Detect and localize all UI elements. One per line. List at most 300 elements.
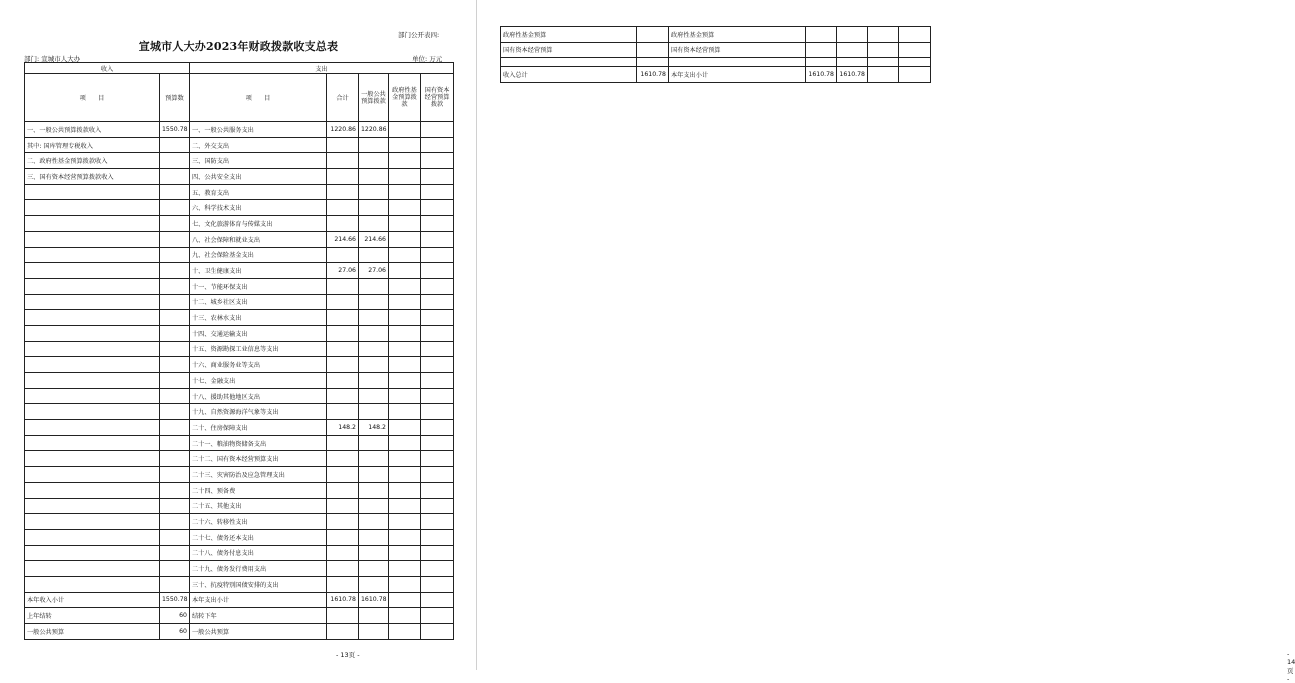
general-budget-value xyxy=(359,608,389,624)
income-item xyxy=(25,545,160,561)
expense-item: 二十二、国有资本经营预算支出 xyxy=(190,451,327,467)
budget-value xyxy=(160,498,190,514)
table-row xyxy=(25,451,454,467)
budget-value xyxy=(637,42,669,58)
expense-item: 二十六、转移性支出 xyxy=(190,514,327,530)
income-item: 国有资本经营预算 xyxy=(501,42,637,58)
income-item: 二、政府性基金预算拨款收入 xyxy=(25,153,160,169)
table-row xyxy=(25,341,454,357)
table-row xyxy=(25,357,454,373)
budget-value xyxy=(160,137,190,153)
gov-fund-value xyxy=(389,247,421,263)
gov-fund-value xyxy=(389,263,421,279)
gov-fund-value xyxy=(389,435,421,451)
budget-value: 1550.78 xyxy=(160,122,190,138)
table-row xyxy=(25,404,454,420)
header-budget: 预算数 xyxy=(160,74,190,122)
total-value xyxy=(327,294,359,310)
budget-value xyxy=(160,435,190,451)
total-value xyxy=(327,608,359,624)
total-value xyxy=(327,498,359,514)
general-budget-value xyxy=(359,545,389,561)
expense-item: 十一、节能环保支出 xyxy=(190,278,327,294)
gov-fund-value xyxy=(868,42,899,58)
table-row xyxy=(25,153,454,169)
expense-item: 五、教育支出 xyxy=(190,184,327,200)
gov-fund-value xyxy=(389,451,421,467)
budget-value xyxy=(160,545,190,561)
table-row xyxy=(25,624,454,640)
state-capital-value xyxy=(421,247,454,263)
state-capital-value xyxy=(421,435,454,451)
section-income: 收入 xyxy=(25,63,190,74)
expense-item: 四、公共安全支出 xyxy=(190,169,327,185)
income-item xyxy=(25,263,160,279)
state-capital-value xyxy=(421,169,454,185)
expense-item: 十三、农林水支出 xyxy=(190,310,327,326)
table-row xyxy=(25,216,454,232)
total-value xyxy=(327,482,359,498)
total-value xyxy=(327,169,359,185)
state-capital-value xyxy=(421,153,454,169)
total-value xyxy=(327,404,359,420)
total-value xyxy=(327,137,359,153)
header-total: 合计 xyxy=(327,74,359,122)
income-item xyxy=(25,529,160,545)
expense-item: 政府性基金预算 xyxy=(669,27,806,43)
total-value xyxy=(806,27,837,43)
expense-item: 八、社会保障和就业支出 xyxy=(190,231,327,247)
income-item xyxy=(25,388,160,404)
general-budget-value xyxy=(359,357,389,373)
budget-value xyxy=(160,576,190,592)
budget-value xyxy=(160,325,190,341)
expense-item: 二十九、债务发行费用支出 xyxy=(190,561,327,577)
gov-fund-value xyxy=(389,529,421,545)
income-item xyxy=(25,404,160,420)
total-value xyxy=(327,451,359,467)
gov-fund-value xyxy=(389,467,421,483)
general-budget-value: 1220.86 xyxy=(359,122,389,138)
gov-fund-value xyxy=(389,420,421,436)
budget-value xyxy=(160,451,190,467)
header-general-budget: 一般公共预算拨款 xyxy=(359,74,389,122)
general-budget-value xyxy=(359,184,389,200)
budget-value xyxy=(160,561,190,577)
expense-item: 二十一、粮油物资储备支出 xyxy=(190,435,327,451)
income-item: 本年收入小计 xyxy=(25,592,160,608)
state-capital-value xyxy=(421,184,454,200)
general-budget-value xyxy=(837,42,868,58)
general-budget-value xyxy=(359,247,389,263)
state-capital-value xyxy=(421,357,454,373)
general-budget-value xyxy=(359,388,389,404)
budget-value: 1610.78 xyxy=(637,67,669,83)
income-item xyxy=(25,200,160,216)
gov-fund-value xyxy=(389,624,421,640)
page-number: - 14页 - xyxy=(1287,650,1295,683)
gov-fund-value xyxy=(389,561,421,577)
total-value: 214.66 xyxy=(327,231,359,247)
general-budget-value xyxy=(359,310,389,326)
budget-value xyxy=(160,184,190,200)
general-budget-value: 1610.78 xyxy=(837,67,868,83)
budget-value xyxy=(160,247,190,263)
table-row xyxy=(25,325,454,341)
total-value xyxy=(327,576,359,592)
expense-item: 本年支出小计 xyxy=(190,592,327,608)
budget-value: 60 xyxy=(160,624,190,640)
state-capital-value xyxy=(899,27,931,43)
gov-fund-value xyxy=(868,27,899,43)
table-row xyxy=(25,169,454,185)
gov-fund-value xyxy=(389,514,421,530)
table-row xyxy=(25,514,454,530)
gov-fund-value xyxy=(389,137,421,153)
state-capital-value xyxy=(421,514,454,530)
expense-item: 一般公共预算 xyxy=(190,624,327,640)
total-value xyxy=(327,216,359,232)
total-value xyxy=(327,561,359,577)
expense-item: 十、卫生健康支出 xyxy=(190,263,327,279)
total-value xyxy=(327,247,359,263)
table-row xyxy=(25,388,454,404)
state-capital-value xyxy=(421,137,454,153)
budget-value xyxy=(160,357,190,373)
expense-item: 十八、援助其他地区支出 xyxy=(190,388,327,404)
budget-summary-table xyxy=(24,62,454,640)
income-item: 其中: 国库管理专税收入 xyxy=(25,137,160,153)
income-item xyxy=(501,58,637,67)
header-income-item: 项 目 xyxy=(25,74,160,122)
state-capital-value xyxy=(421,231,454,247)
income-item: 政府性基金预算 xyxy=(501,27,637,43)
total-value xyxy=(327,278,359,294)
table-row xyxy=(25,592,454,608)
state-capital-value xyxy=(421,498,454,514)
expense-item: 一、一般公共服务支出 xyxy=(190,122,327,138)
expense-item: 二十五、其他支出 xyxy=(190,498,327,514)
state-capital-value xyxy=(421,200,454,216)
expense-item: 七、文化旅游体育与传媒支出 xyxy=(190,216,327,232)
total-value xyxy=(327,310,359,326)
state-capital-value xyxy=(421,561,454,577)
general-budget-value xyxy=(359,153,389,169)
table-row xyxy=(25,545,454,561)
general-budget-value xyxy=(359,435,389,451)
state-capital-value xyxy=(421,451,454,467)
general-budget-value xyxy=(359,294,389,310)
expense-item: 国有资本经营预算 xyxy=(669,42,806,58)
income-item xyxy=(25,357,160,373)
budget-value xyxy=(160,514,190,530)
total-value xyxy=(806,58,837,67)
state-capital-value xyxy=(421,325,454,341)
general-budget-value xyxy=(359,529,389,545)
expense-item: 十六、商业服务业等支出 xyxy=(190,357,327,373)
total-value: 1610.78 xyxy=(327,592,359,608)
general-budget-value xyxy=(359,561,389,577)
table-row xyxy=(25,231,454,247)
budget-value xyxy=(160,388,190,404)
expense-item: 二十、住房保障支出 xyxy=(190,420,327,436)
total-value xyxy=(327,373,359,389)
budget-value xyxy=(160,341,190,357)
gov-fund-value xyxy=(389,310,421,326)
general-budget-value xyxy=(359,624,389,640)
income-item xyxy=(25,576,160,592)
expense-item: 十四、交通运输支出 xyxy=(190,325,327,341)
general-budget-value xyxy=(359,137,389,153)
income-item xyxy=(25,482,160,498)
income-item xyxy=(25,435,160,451)
page-13 xyxy=(0,0,477,670)
state-capital-value xyxy=(421,467,454,483)
table-row xyxy=(501,27,931,43)
state-capital-value xyxy=(421,545,454,561)
state-capital-value xyxy=(421,592,454,608)
budget-value xyxy=(160,373,190,389)
income-item: 一般公共预算 xyxy=(25,624,160,640)
budget-value xyxy=(160,420,190,436)
gov-fund-value xyxy=(389,482,421,498)
total-value xyxy=(327,435,359,451)
income-item xyxy=(25,373,160,389)
income-item: 收入总计 xyxy=(501,67,637,83)
table-row xyxy=(25,498,454,514)
expense-item: 本年支出小计 xyxy=(669,67,806,83)
income-item xyxy=(25,184,160,200)
table-row xyxy=(25,247,454,263)
gov-fund-value xyxy=(389,592,421,608)
table-row xyxy=(25,529,454,545)
document-title: 宣城市人大办2023年财政拨款收支总表 xyxy=(138,40,339,53)
expense-item: 二十三、灾害防治及应急管理支出 xyxy=(190,467,327,483)
total-value xyxy=(327,529,359,545)
page-number: - 13页 - xyxy=(336,651,360,659)
income-item: 一、一般公共预算拨款收入 xyxy=(25,122,160,138)
general-budget-value: 1610.78 xyxy=(359,592,389,608)
total-value xyxy=(327,545,359,561)
gov-fund-value xyxy=(389,169,421,185)
table-row xyxy=(25,576,454,592)
income-item xyxy=(25,294,160,310)
header-state-capital: 国有资本经营预算拨款 xyxy=(421,74,454,122)
budget-value xyxy=(160,529,190,545)
income-item xyxy=(25,247,160,263)
general-budget-value: 27.06 xyxy=(359,263,389,279)
total-value: 27.06 xyxy=(327,263,359,279)
total-value xyxy=(327,467,359,483)
state-capital-value xyxy=(421,404,454,420)
gov-fund-value xyxy=(389,608,421,624)
general-budget-value xyxy=(359,404,389,420)
state-capital-value xyxy=(421,624,454,640)
total-value xyxy=(327,624,359,640)
budget-value xyxy=(160,467,190,483)
general-budget-value xyxy=(359,200,389,216)
total-value xyxy=(327,341,359,357)
unit-label: 单位: 万元 xyxy=(412,55,443,63)
income-item xyxy=(25,325,160,341)
expense-item: 三十、抗疫特别国债安排的支出 xyxy=(190,576,327,592)
header-expense-item: 项 目 xyxy=(190,74,327,122)
gov-fund-value xyxy=(389,153,421,169)
income-item xyxy=(25,498,160,514)
table-row xyxy=(25,435,454,451)
general-budget-value xyxy=(359,325,389,341)
gov-fund-value xyxy=(389,122,421,138)
general-budget-value xyxy=(359,576,389,592)
general-budget-value xyxy=(837,58,868,67)
expense-item: 三、国防支出 xyxy=(190,153,327,169)
expense-item: 二十四、预备费 xyxy=(190,482,327,498)
gov-fund-value xyxy=(389,325,421,341)
budget-value xyxy=(160,310,190,326)
gov-fund-value xyxy=(868,58,899,67)
expense-item: 十九、自然资源海洋气象等支出 xyxy=(190,404,327,420)
total-value xyxy=(327,388,359,404)
gov-fund-value xyxy=(389,373,421,389)
state-capital-value xyxy=(421,278,454,294)
state-capital-value xyxy=(899,58,931,67)
expense-item: 六、科学技术支出 xyxy=(190,200,327,216)
general-budget-value: 214.66 xyxy=(359,231,389,247)
total-value: 1610.78 xyxy=(806,67,837,83)
table-row xyxy=(25,278,454,294)
income-item xyxy=(25,420,160,436)
column-header-row xyxy=(25,74,454,122)
gov-fund-value xyxy=(389,357,421,373)
budget-value xyxy=(160,404,190,420)
expense-item: 二十七、债务还本支出 xyxy=(190,529,327,545)
budget-value xyxy=(160,200,190,216)
budget-value xyxy=(160,216,190,232)
table-row xyxy=(501,58,931,67)
total-value: 1220.86 xyxy=(327,122,359,138)
expense-item: 结转下年 xyxy=(190,608,327,624)
income-item xyxy=(25,467,160,483)
general-budget-value xyxy=(837,27,868,43)
budget-value xyxy=(160,153,190,169)
general-budget-value xyxy=(359,216,389,232)
total-value xyxy=(806,42,837,58)
table-row xyxy=(25,608,454,624)
total-value xyxy=(327,514,359,530)
budget-value: 60 xyxy=(160,608,190,624)
gov-fund-value xyxy=(389,216,421,232)
budget-value xyxy=(637,27,669,43)
budget-summary-table-continued xyxy=(500,26,931,83)
gov-fund-value xyxy=(868,67,899,83)
table-row xyxy=(501,42,931,58)
budget-value xyxy=(160,231,190,247)
general-budget-value xyxy=(359,498,389,514)
gov-fund-value xyxy=(389,576,421,592)
expense-item: 十二、城乡社区支出 xyxy=(190,294,327,310)
gov-fund-value xyxy=(389,278,421,294)
income-item xyxy=(25,216,160,232)
table-row xyxy=(25,467,454,483)
general-budget-value xyxy=(359,373,389,389)
expense-item: 十七、金融支出 xyxy=(190,373,327,389)
general-budget-value xyxy=(359,169,389,185)
income-item xyxy=(25,341,160,357)
state-capital-value xyxy=(421,529,454,545)
table-row xyxy=(25,137,454,153)
state-capital-value xyxy=(421,263,454,279)
table-row xyxy=(25,561,454,577)
section-header-row xyxy=(25,63,454,74)
budget-value xyxy=(160,263,190,279)
total-value: 148.2 xyxy=(327,420,359,436)
total-value xyxy=(327,357,359,373)
gov-fund-value xyxy=(389,294,421,310)
table-row xyxy=(25,200,454,216)
table-row xyxy=(25,310,454,326)
expense-item: 二、外交支出 xyxy=(190,137,327,153)
table-row xyxy=(25,294,454,310)
table-row xyxy=(25,373,454,389)
general-budget-value: 148.2 xyxy=(359,420,389,436)
total-value xyxy=(327,200,359,216)
expense-item xyxy=(669,58,806,67)
income-item xyxy=(25,231,160,247)
budget-value xyxy=(160,278,190,294)
income-item xyxy=(25,278,160,294)
state-capital-value xyxy=(421,576,454,592)
total-value xyxy=(327,153,359,169)
gov-fund-value xyxy=(389,388,421,404)
general-budget-value xyxy=(359,341,389,357)
page-14 xyxy=(477,0,1295,683)
general-budget-value xyxy=(359,451,389,467)
table-row xyxy=(25,263,454,279)
general-budget-value xyxy=(359,514,389,530)
state-capital-value xyxy=(421,294,454,310)
header-gov-fund: 政府性基金预算拨款 xyxy=(389,74,421,122)
gov-fund-value xyxy=(389,498,421,514)
table-row xyxy=(25,482,454,498)
expense-item: 二十八、债务付息支出 xyxy=(190,545,327,561)
total-value xyxy=(327,325,359,341)
table-row xyxy=(25,122,454,138)
gov-fund-value xyxy=(389,545,421,561)
income-item: 三、国有资本经营预算拨款收入 xyxy=(25,169,160,185)
state-capital-value xyxy=(899,67,931,83)
table-row xyxy=(501,67,931,83)
total-value xyxy=(327,184,359,200)
state-capital-value xyxy=(421,341,454,357)
income-item xyxy=(25,561,160,577)
general-budget-value xyxy=(359,278,389,294)
state-capital-value xyxy=(421,482,454,498)
table-row xyxy=(25,420,454,436)
general-budget-value xyxy=(359,467,389,483)
form-number: 部门公开表四: xyxy=(398,31,440,39)
section-expense: 支出 xyxy=(190,63,454,74)
state-capital-value xyxy=(421,216,454,232)
budget-value xyxy=(160,482,190,498)
state-capital-value xyxy=(421,388,454,404)
income-item xyxy=(25,514,160,530)
gov-fund-value xyxy=(389,231,421,247)
expense-item: 九、社会保险基金支出 xyxy=(190,247,327,263)
budget-value xyxy=(637,58,669,67)
state-capital-value xyxy=(421,608,454,624)
gov-fund-value xyxy=(389,341,421,357)
gov-fund-value xyxy=(389,200,421,216)
